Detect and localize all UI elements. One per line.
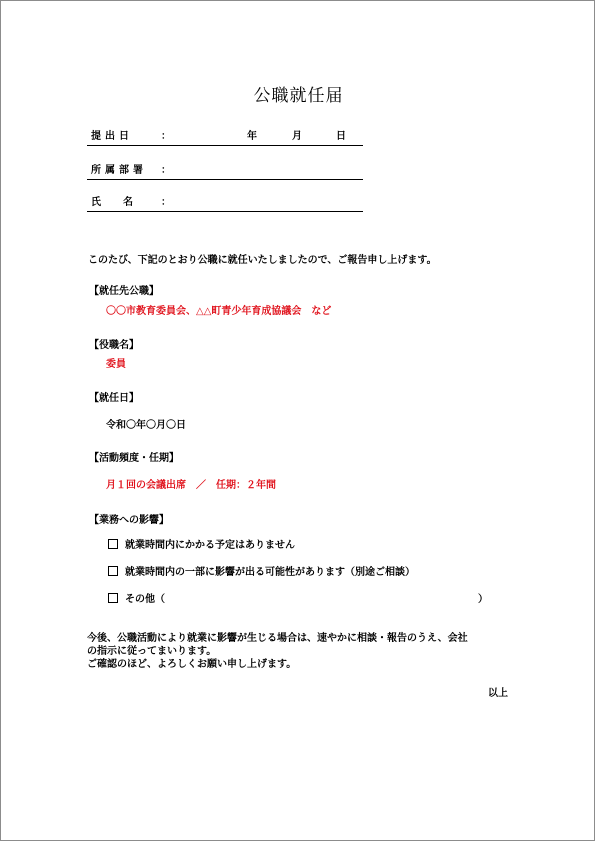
submit-date-label: 提出日 bbox=[91, 131, 133, 142]
year-label: 年 bbox=[247, 131, 257, 142]
submit-date-colon: ： bbox=[161, 131, 171, 142]
checkbox-2[interactable] bbox=[108, 566, 118, 576]
start-date-value: 令和〇年〇月〇日 bbox=[106, 420, 186, 431]
position-value: 〇〇市教育委員会、△△町青少年育成協議会 など bbox=[106, 306, 332, 317]
intro-text: このたび、下記のとおり公職に就任いたしましたので、ご報告申し上げます。 bbox=[88, 255, 437, 266]
impact-other-close: ） bbox=[478, 594, 488, 605]
month-label: 月 bbox=[292, 131, 302, 142]
impact-option-2-label: 就業時間内の一部に影響が出る可能性があります（別途ご相談） bbox=[125, 567, 415, 578]
impact-option-3 bbox=[108, 590, 165, 605]
impact-option-1-label: 就業時間内にかかる予定はありません bbox=[125, 540, 295, 551]
closing-line-1: 今後、公職活動により就業に影響が生じる場合は、速やかに相談・報告のうえ、会社 bbox=[87, 633, 468, 644]
frequency-heading: 【活動頻度・任期】 bbox=[89, 453, 179, 464]
name-row bbox=[87, 189, 363, 212]
department-label: 所属部署 bbox=[91, 165, 147, 176]
checkbox-1[interactable] bbox=[108, 539, 118, 549]
role-heading: 【役職名】 bbox=[89, 340, 139, 351]
closing-end: 以上 bbox=[488, 688, 508, 699]
start-date-heading: 【就任日】 bbox=[89, 393, 139, 404]
impact-heading: 【業務への影響】 bbox=[89, 515, 169, 526]
name-label: 氏 名 bbox=[91, 197, 139, 208]
day-label: 日 bbox=[336, 131, 346, 142]
closing-line-2: の指示に従ってまいります。 bbox=[87, 646, 217, 657]
impact-option-1 bbox=[108, 536, 295, 551]
position-heading: 【就任先公職】 bbox=[89, 286, 159, 297]
role-value: 委員 bbox=[106, 359, 126, 370]
closing-line-3: ご確認のほど、よろしくお願い申し上げます。 bbox=[87, 659, 297, 670]
document-title: 公職就任届 bbox=[253, 86, 344, 106]
impact-option-2 bbox=[108, 563, 415, 578]
department-colon: ： bbox=[161, 165, 171, 176]
checkbox-3[interactable] bbox=[108, 593, 118, 603]
name-colon: ： bbox=[161, 197, 171, 208]
department-row bbox=[87, 157, 363, 180]
frequency-value: 月１回の会議出席 ／ 任期：２年間 bbox=[106, 480, 276, 491]
impact-option-3-label: その他（ bbox=[125, 594, 165, 605]
submit-date-row bbox=[87, 123, 363, 146]
